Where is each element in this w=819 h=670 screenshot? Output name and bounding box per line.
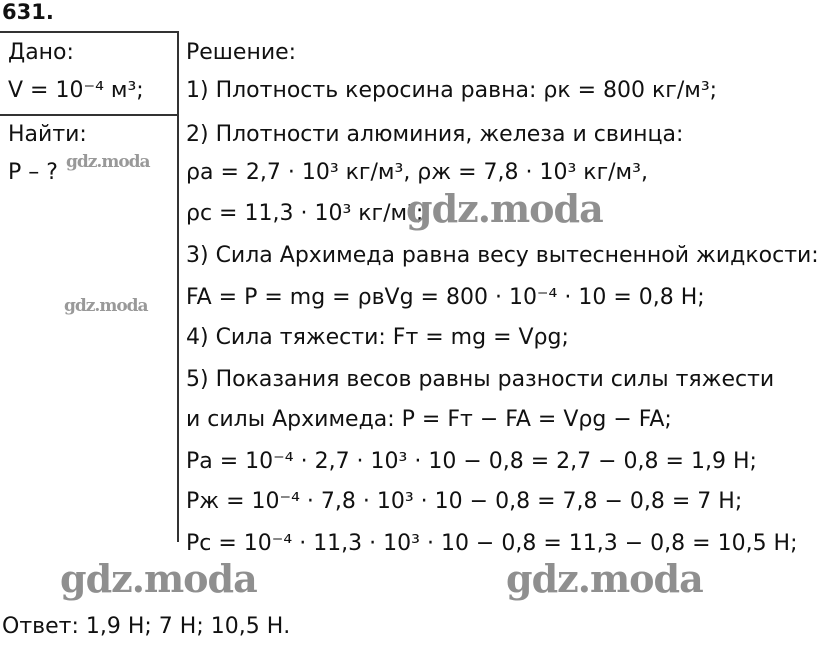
- watermark-large-1: gdz.moda: [406, 186, 603, 231]
- solution-line-11: Pж = 10⁻⁴ · 7,8 · 10³ · 10 − 0,8 = 7,8 − 0,8 = 7 Н;: [186, 489, 743, 514]
- solution-line-4: ρс = 11,3 · 10³ кг/м³;: [186, 201, 424, 226]
- given-label: Дано:: [8, 40, 74, 65]
- problem-number: 631.: [2, 0, 54, 24]
- solution-line-12: Pс = 10⁻⁴ · 11,3 · 10³ · 10 − 0,8 = 11,3 − 0,8 = 10,5 Н;: [186, 531, 798, 556]
- solution-line-9: и силы Архимеда: P = Fт − FA = Vρg − FA;: [186, 407, 672, 432]
- find-target: P – ?: [8, 160, 58, 185]
- solution-line-3: ρа = 2,7 · 10³ кг/м³, ρж = 7,8 · 10³ кг/м³,: [186, 160, 648, 185]
- given-volume: V = 10⁻⁴ м³;: [8, 78, 144, 103]
- watermark-small-1: gdz.moda: [66, 152, 150, 172]
- given-top-border: [0, 31, 178, 33]
- watermark-large-2: gdz.moda: [60, 556, 257, 601]
- column-divider: [177, 31, 179, 542]
- solution-line-10: Pа = 10⁻⁴ · 2,7 · 10³ · 10 − 0,8 = 2,7 − 0,8 = 1,9 Н;: [186, 449, 757, 474]
- solution-line-6: FA = P = mg = ρвVg = 800 · 10⁻⁴ · 10 = 0,8 Н;: [186, 285, 705, 310]
- watermark-small-2: gdz.moda: [64, 296, 148, 316]
- find-label: Найти:: [8, 122, 87, 147]
- solution-line-2: 2) Плотности алюминия, железа и свинца:: [186, 122, 684, 147]
- solution-line-5: 3) Сила Архимеда равна весу вытесненной жидкости:: [186, 243, 819, 268]
- solution-line-1: 1) Плотность керосина равна: ρк = 800 кг/м³;: [186, 78, 718, 103]
- solution-line-7: 4) Сила тяжести: Fт = mg = Vρg;: [186, 325, 569, 350]
- watermark-large-3: gdz.moda: [506, 556, 703, 601]
- solution-label: Решение:: [186, 40, 297, 65]
- given-find-divider: [0, 114, 178, 116]
- solution-line-8: 5) Показания весов равны разности силы тяжести: [186, 367, 775, 392]
- answer: Ответ: 1,9 Н; 7 Н; 10,5 Н.: [2, 614, 291, 639]
